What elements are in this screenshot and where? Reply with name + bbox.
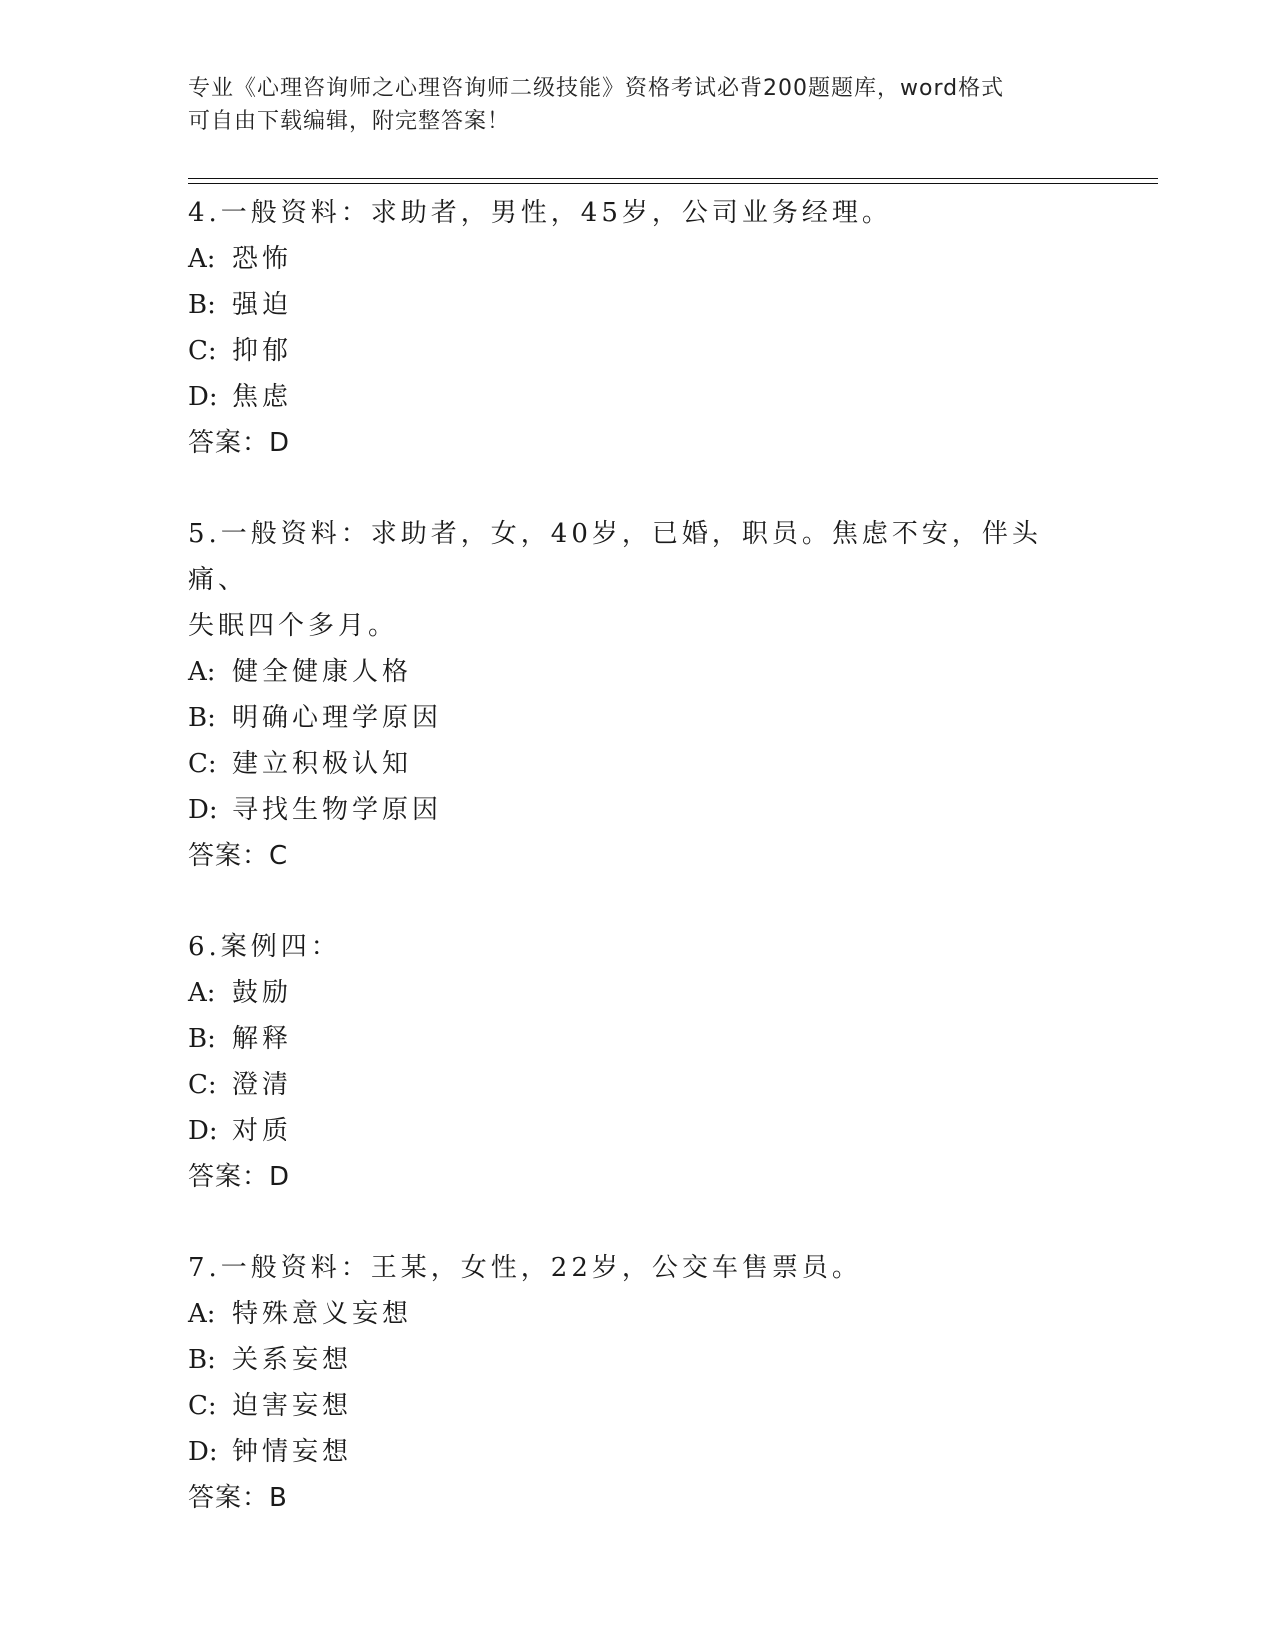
option-text: 鼓励: [232, 978, 293, 1008]
option-letter: D:: [188, 1116, 218, 1146]
header-divider-top: [188, 178, 1158, 179]
option-letter: D:: [188, 1437, 218, 1467]
option-text: 特殊意义妄想: [232, 1299, 413, 1329]
option-text: 寻找生物学原因: [232, 795, 443, 825]
option-letter: C:: [188, 1391, 217, 1421]
answer: 答案：C: [188, 841, 289, 871]
question-list: [188, 190, 1088, 1521]
header-line-2: 可自由下载编辑，附完整答案！: [188, 109, 511, 134]
option-text: 解释: [232, 1024, 293, 1054]
option-text: 建立积极认知: [232, 749, 413, 779]
option-text: 对质: [232, 1116, 293, 1146]
option-d: [188, 1108, 1088, 1154]
option-letter: B:: [188, 1024, 216, 1054]
option-text: 迫害妄想: [232, 1391, 353, 1421]
question-stem: 6.案例四：: [188, 932, 341, 962]
question-stem: 5.一般资料：求助者，女，40岁，已婚，职员。焦虑不安，伴头痛、: [188, 519, 1042, 595]
question-4: [188, 190, 1088, 466]
option-b: [188, 282, 1088, 328]
option-d: [188, 1429, 1088, 1475]
option-text: 澄清: [232, 1070, 293, 1100]
option-letter: C:: [188, 749, 217, 779]
option-c: [188, 741, 1088, 787]
question-7: [188, 1245, 1088, 1521]
option-letter: A:: [188, 978, 216, 1008]
option-b: [188, 695, 1088, 741]
option-letter: D:: [188, 795, 218, 825]
question-6: [188, 924, 1088, 1200]
option-text: 健全健康人格: [232, 657, 413, 687]
option-a: [188, 236, 1088, 282]
option-text: 恐怖: [232, 244, 293, 274]
question-stem-continued: 失眠四个多月。: [188, 611, 399, 641]
option-d: [188, 374, 1088, 420]
document-header: [188, 72, 1088, 138]
header-line-1: 专业《心理咨询师之心理咨询师二级技能》资格考试必背200题题库，word格式: [188, 76, 1005, 101]
answer: 答案：B: [188, 1483, 288, 1513]
question-5: [188, 511, 1088, 879]
option-c: [188, 328, 1088, 374]
option-letter: A:: [188, 244, 216, 274]
option-letter: D:: [188, 382, 218, 412]
option-letter: C:: [188, 1070, 217, 1100]
option-c: [188, 1383, 1088, 1429]
answer: 答案：D: [188, 1162, 291, 1192]
option-letter: B:: [188, 290, 216, 320]
option-text: 钟情妄想: [232, 1437, 353, 1467]
option-letter: B:: [188, 1345, 216, 1375]
option-a: [188, 649, 1088, 695]
option-letter: B:: [188, 703, 216, 733]
option-letter: A:: [188, 1299, 216, 1329]
option-text: 关系妄想: [232, 1345, 353, 1375]
option-text: 明确心理学原因: [232, 703, 443, 733]
answer: 答案：D: [188, 428, 291, 458]
question-stem: 4.一般资料：求助者，男性，45岁，公司业务经理。: [188, 198, 892, 228]
header-divider-bottom: [188, 183, 1158, 184]
option-letter: C:: [188, 336, 217, 366]
option-text: 焦虑: [232, 382, 293, 412]
option-letter: A:: [188, 657, 216, 687]
option-a: [188, 970, 1088, 1016]
option-b: [188, 1016, 1088, 1062]
question-stem: 7.一般资料：王某，女性，22岁，公交车售票员。: [188, 1253, 862, 1283]
option-d: [188, 787, 1088, 833]
option-c: [188, 1062, 1088, 1108]
option-text: 抑郁: [232, 336, 293, 366]
option-a: [188, 1291, 1088, 1337]
option-b: [188, 1337, 1088, 1383]
option-text: 强迫: [232, 290, 293, 320]
